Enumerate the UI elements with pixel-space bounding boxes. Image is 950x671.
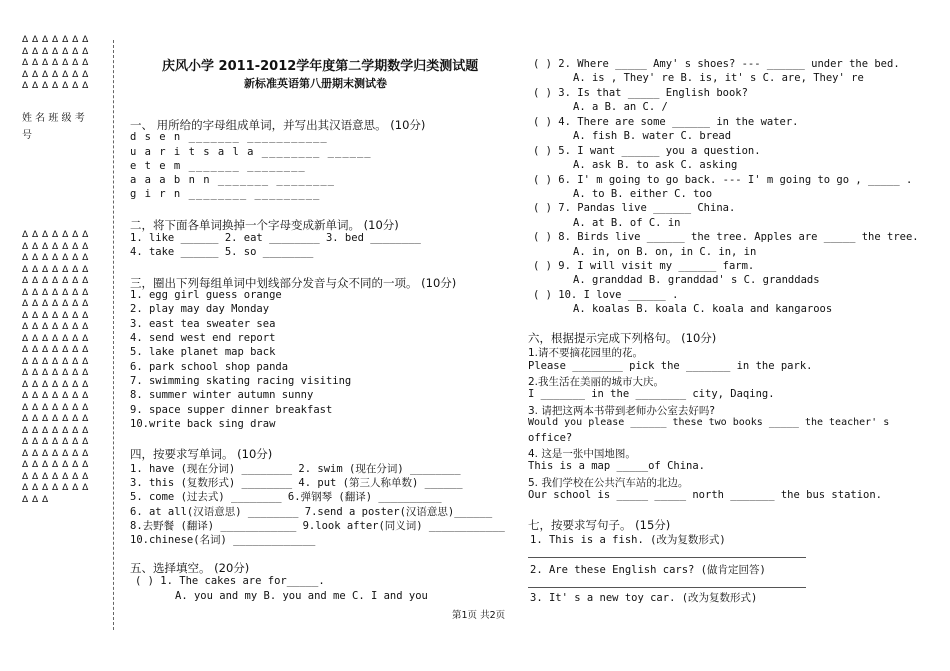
mc-options: A. is , They' re B. is, it' s C. are, They' re bbox=[573, 72, 864, 84]
student-info-label: 姓 名 班 级 考 bbox=[22, 113, 85, 124]
mc-options: A. koalas B. koala C. koala and kangaroos bbox=[573, 303, 833, 315]
s6-line: 2.我生活在美丽的城市大庆。 bbox=[528, 376, 665, 388]
s6-line: 1.请不要摘花园里的花。 bbox=[528, 347, 644, 359]
section-7-heading: 七，按要求写句子。 (15分) bbox=[528, 518, 671, 532]
sidebar-triangles-top: Δ Δ Δ Δ Δ Δ Δ Δ Δ Δ Δ Δ Δ Δ Δ Δ Δ Δ Δ Δ Δ Δ Δ Δ Δ Δ Δ Δ Δ Δ Δ Δ Δ Δ Δ bbox=[22, 35, 89, 91]
s1-item: g i r n ________ _________ bbox=[130, 188, 321, 200]
s3-item: 6. park school shop panda bbox=[130, 361, 289, 373]
mc-options: A. in, on B. on, in C. in, in bbox=[573, 246, 757, 258]
s2-item: 4. take ______ 5. so ________ bbox=[130, 246, 314, 258]
mc-question: ( ) 3. Is that _____ English book? bbox=[533, 87, 748, 99]
mc-question: ( ) 10. I love ______ . bbox=[533, 289, 679, 301]
page-footer: 第1页 共2页 bbox=[452, 610, 506, 621]
section-4-heading: 四，按要求写单词。 (10分) bbox=[130, 447, 273, 461]
s4-item: 3. this (复数形式) ________ 4. put (第三人称单数) ______ bbox=[130, 477, 463, 489]
mc-question: ( ) 4. There are some ______ in the water. bbox=[533, 116, 799, 128]
s6-line: This is a map _____of China. bbox=[528, 460, 706, 472]
mc-question: ( ) 6. I' m going to go back. --- I' m going to go , _____ . bbox=[533, 174, 913, 186]
s6-line: 3. 请把这两本书带到老师办公室去好吗? bbox=[528, 405, 715, 417]
s6-line: office? bbox=[528, 432, 573, 444]
section-3-heading: 三，圈出下列每组单词中划线部分发音与众不同的一项。 (10分) bbox=[130, 276, 457, 290]
s3-item: 3. east tea sweater sea bbox=[130, 318, 276, 330]
mc-question: ( ) 1. The cakes are for_____. bbox=[135, 575, 325, 587]
student-info-label-cont: 号 bbox=[22, 130, 32, 141]
s7-item: 1. This is a fish. (改为复数形式) bbox=[530, 534, 726, 546]
s7-item: 2. Are these English cars? (做肯定回答) bbox=[530, 564, 766, 576]
s3-item: 1. egg girl guess orange bbox=[130, 289, 282, 301]
mc-options: A. fish B. water C. bread bbox=[573, 130, 732, 142]
s3-item: 2. play may day Monday bbox=[130, 303, 270, 315]
section-1-heading: 一、 用所给的字母组成单词，并写出其汉语意思。 (10分) bbox=[130, 118, 426, 132]
s3-item: 7. swimming skating racing visiting bbox=[130, 375, 352, 387]
binding-dashed-line bbox=[113, 40, 114, 630]
s3-item: 4. send west end report bbox=[130, 332, 276, 344]
s1-item: e t e m _______ ________ bbox=[130, 160, 306, 172]
section-5-heading: 五、选择填空。 (20分) bbox=[130, 561, 250, 575]
s1-item: u a r i t s a l a ________ ______ bbox=[130, 146, 372, 158]
mc-options: A. ask B. to ask C. asking bbox=[573, 159, 738, 171]
s4-item: 6. at all(汉语意思) ________ 7.send a poster(汉语意思)______ bbox=[130, 506, 493, 518]
s1-item: d s e n _______ ___________ bbox=[130, 131, 328, 143]
mc-options: A. a B. an C. / bbox=[573, 101, 668, 113]
s6-line: 4. 这是一张中国地图。 bbox=[528, 448, 636, 460]
s6-line: Our school is _____ _____ north _______ the bus station. bbox=[528, 489, 883, 501]
s6-line: I _______ in the ________ city, Daqing. bbox=[528, 388, 775, 400]
sidebar-triangles-bottom: Δ Δ Δ Δ Δ Δ Δ Δ Δ Δ Δ Δ Δ Δ Δ Δ Δ Δ Δ Δ Δ Δ Δ Δ Δ Δ Δ Δ Δ Δ Δ Δ Δ Δ Δ Δ Δ Δ Δ Δ Δ Δ Δ Δ Δ Δ Δ Δ Δ Δ Δ Δ Δ Δ Δ Δ Δ Δ Δ Δ Δ Δ Δ Δ Δ Δ Δ Δ Δ Δ Δ Δ Δ Δ Δ Δ Δ Δ Δ Δ Δ Δ Δ Δ Δ Δ Δ Δ Δ Δ Δ Δ Δ Δ Δ Δ Δ Δ Δ Δ Δ Δ Δ Δ Δ Δ Δ Δ Δ Δ Δ Δ Δ Δ Δ Δ Δ Δ Δ Δ Δ Δ Δ Δ Δ Δ Δ Δ Δ Δ Δ Δ Δ Δ Δ Δ Δ Δ Δ Δ Δ Δ Δ Δ Δ Δ Δ Δ Δ Δ Δ Δ Δ Δ Δ Δ Δ Δ Δ Δ Δ Δ Δ Δ bbox=[22, 230, 89, 505]
mc-question: ( ) 9. I will visit my ______ farm. bbox=[533, 260, 755, 272]
mc-options: A. you and my B. you and me C. I and you bbox=[175, 590, 428, 602]
page-subtitle: 新标准英语第八册期末测试卷 bbox=[244, 77, 387, 90]
s3-item: 10.write back sing draw bbox=[130, 418, 276, 430]
section-2-heading: 二，将下面各单词换掉一个字母变成新单词。 (10分) bbox=[130, 218, 399, 232]
s4-item: 5. come (过去式) ________ 6.弹钢琴 (翻译) __________ bbox=[130, 491, 442, 503]
s3-item: 5. lake planet map back bbox=[130, 346, 276, 358]
mc-question: ( ) 7. Pandas live ______ China. bbox=[533, 202, 736, 214]
mc-question: ( ) 8. Birds live ______ the tree. Apples are _____ the tree. bbox=[533, 231, 919, 243]
s4-item: 10.chinese(名词) _____________ bbox=[130, 534, 316, 546]
s4-item: 1. have (现在分词) ________ 2. swim (现在分词) ________ bbox=[130, 463, 461, 475]
s6-line: Would you please ______ these two books _____ the teacher' s bbox=[528, 417, 890, 428]
mc-question: ( ) 2. Where _____ Amy' s shoes? --- ______ under the bed. bbox=[533, 58, 900, 70]
section-6-heading: 六，根据提示完成下列格句。 (10分) bbox=[528, 331, 717, 345]
mc-options: A. at B. of C. in bbox=[573, 217, 681, 229]
answer-line bbox=[528, 557, 806, 558]
s3-item: 8. summer winter autumn sunny bbox=[130, 389, 314, 401]
s1-item: a a a b n n _______ ________ bbox=[130, 174, 336, 186]
mc-question: ( ) 5. I want ______ you a question. bbox=[533, 145, 761, 157]
s6-line: Please ________ pick the _______ in the park. bbox=[528, 360, 813, 372]
answer-line bbox=[528, 587, 806, 588]
s7-item: 3. It' s a new toy car. (改为复数形式) bbox=[530, 592, 758, 604]
s6-line: 5. 我们学校在公共汽车站的北边。 bbox=[528, 477, 689, 489]
s3-item: 9. space supper dinner breakfast bbox=[130, 404, 333, 416]
s2-item: 1. like ______ 2. eat ________ 3. bed ________ bbox=[130, 232, 421, 244]
s4-item: 8.去野餐 (翻译) ____________ 9.look after(同义词) ____________ bbox=[130, 520, 505, 532]
mc-options: A. granddad B. granddad' s C. granddads bbox=[573, 274, 820, 286]
page-title: 庆风小学 2011-2012学年度第二学期数学归类测试题 bbox=[162, 59, 479, 74]
mc-options: A. to B. either C. too bbox=[573, 188, 713, 200]
